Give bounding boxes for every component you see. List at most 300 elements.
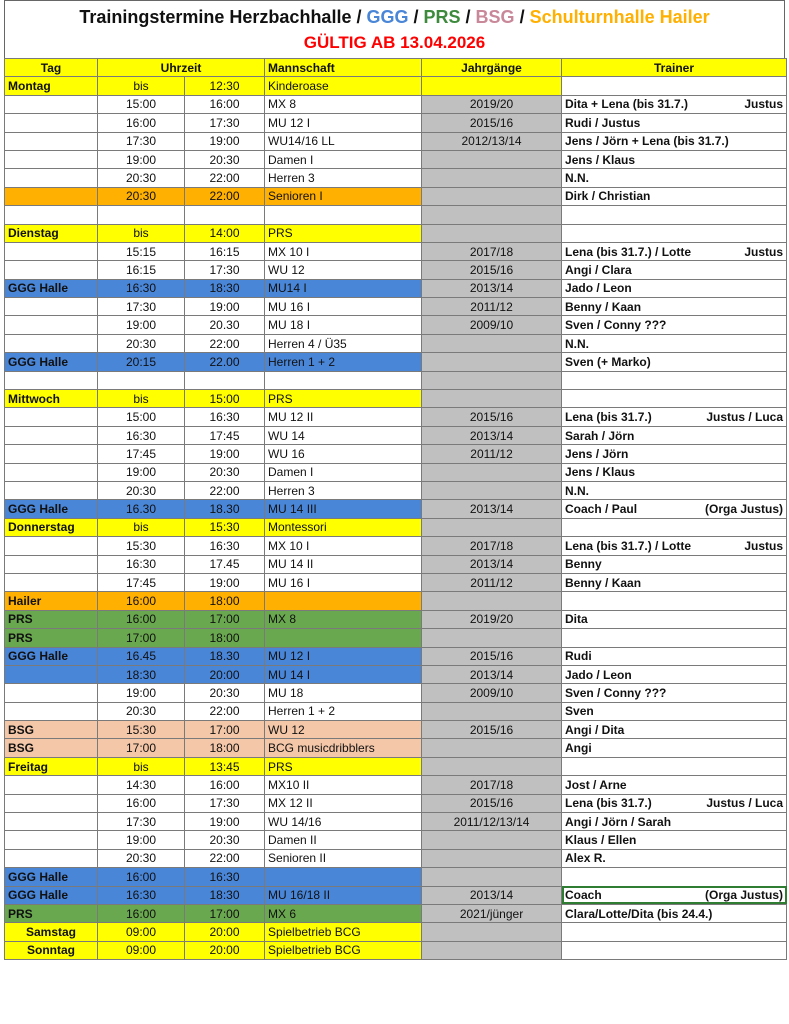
cell-day[interactable]: Samstag <box>5 923 98 941</box>
cell-team[interactable]: MU 12 II <box>265 408 422 426</box>
cell-team[interactable] <box>265 592 422 610</box>
cell-time-to[interactable]: 17:00 <box>185 610 265 628</box>
cell-day[interactable] <box>5 813 98 831</box>
cell-trainer[interactable]: Sven / Conny ??? <box>562 316 787 334</box>
cell-team[interactable]: MU 14 II <box>265 555 422 573</box>
cell-trainer[interactable]: Benny / Kaan <box>562 573 787 591</box>
cell-trainer[interactable]: Angi / Jörn / Sarah <box>562 813 787 831</box>
cell-team[interactable]: MU 12 I <box>265 647 422 665</box>
cell-trainer[interactable] <box>562 500 787 518</box>
cell-team[interactable] <box>265 371 422 389</box>
cell-team[interactable]: WU 12 <box>265 261 422 279</box>
cell-time-to[interactable]: 17:30 <box>185 114 265 132</box>
cell-time-to[interactable]: 18:00 <box>185 592 265 610</box>
cell-time-from[interactable]: 20:30 <box>98 702 185 720</box>
cell-team[interactable]: Herren 3 <box>265 169 422 187</box>
cell-trainer[interactable]: Rudi <box>562 647 787 665</box>
cell-trainer[interactable]: Jens / Jörn <box>562 445 787 463</box>
cell-year[interactable]: 2009/10 <box>422 684 562 702</box>
cell-trainer[interactable] <box>562 537 787 555</box>
cell-year[interactable] <box>422 629 562 647</box>
cell-time-to[interactable]: 17:00 <box>185 721 265 739</box>
cell-trainer[interactable] <box>562 941 787 959</box>
cell-trainer[interactable]: Clara/Lotte/Dita (bis 24.4.) <box>562 904 787 922</box>
cell-year[interactable] <box>422 702 562 720</box>
cell-year[interactable]: 2012/13/14 <box>422 132 562 150</box>
cell-team[interactable]: Spielbetrieb BCG <box>265 923 422 941</box>
cell-year[interactable]: 2015/16 <box>422 408 562 426</box>
cell-team[interactable] <box>265 629 422 647</box>
cell-year[interactable] <box>422 868 562 886</box>
cell-year[interactable] <box>422 169 562 187</box>
cell-year[interactable] <box>422 371 562 389</box>
cell-time-from[interactable]: 16:30 <box>98 279 185 297</box>
cell-time-from[interactable]: 19:00 <box>98 463 185 481</box>
cell-time-to[interactable]: 12:30 <box>185 77 265 95</box>
cell-time-to[interactable]: 20:00 <box>185 941 265 959</box>
cell-time-from[interactable]: 17:45 <box>98 445 185 463</box>
cell-trainer[interactable] <box>562 95 787 113</box>
cell-day[interactable] <box>5 242 98 260</box>
cell-day[interactable]: GGG Halle <box>5 353 98 371</box>
cell-time-from[interactable]: 15:30 <box>98 721 185 739</box>
cell-trainer[interactable]: Sven / Conny ??? <box>562 684 787 702</box>
cell-year[interactable] <box>422 481 562 499</box>
cell-team[interactable]: Spielbetrieb BCG <box>265 941 422 959</box>
cell-team[interactable]: WU 14 <box>265 426 422 444</box>
cell-time-to[interactable]: 22:00 <box>185 169 265 187</box>
cell-year[interactable] <box>422 941 562 959</box>
cell-day[interactable] <box>5 831 98 849</box>
cell-year[interactable]: 2011/12/13/14 <box>422 813 562 831</box>
cell-team[interactable]: WU 16 <box>265 445 422 463</box>
cell-year[interactable]: 2013/14 <box>422 500 562 518</box>
cell-trainer[interactable] <box>562 371 787 389</box>
cell-time-to[interactable]: 20:30 <box>185 463 265 481</box>
cell-day[interactable] <box>5 95 98 113</box>
cell-day[interactable] <box>5 555 98 573</box>
cell-day[interactable] <box>5 187 98 205</box>
cell-day[interactable] <box>5 371 98 389</box>
cell-trainer[interactable]: Angi / Clara <box>562 261 787 279</box>
cell-year[interactable] <box>422 334 562 352</box>
cell-year[interactable] <box>422 757 562 775</box>
cell-day[interactable] <box>5 298 98 316</box>
cell-time-from[interactable]: bis <box>98 77 185 95</box>
cell-team[interactable]: Herren 1 + 2 <box>265 353 422 371</box>
cell-team[interactable]: MU 14 I <box>265 665 422 683</box>
cell-trainer[interactable]: N.N. <box>562 169 787 187</box>
cell-trainer[interactable]: Jens / Jörn + Lena (bis 31.7.) <box>562 132 787 150</box>
cell-time-from[interactable]: bis <box>98 757 185 775</box>
cell-time-to[interactable]: 20:30 <box>185 684 265 702</box>
cell-time-to[interactable] <box>185 206 265 224</box>
cell-trainer[interactable]: N.N. <box>562 481 787 499</box>
cell-year[interactable]: 2013/14 <box>422 665 562 683</box>
cell-time-to[interactable] <box>185 371 265 389</box>
cell-trainer[interactable]: Jens / Klaus <box>562 150 787 168</box>
cell-time-from[interactable]: 16:00 <box>98 868 185 886</box>
cell-year[interactable]: 2013/14 <box>422 555 562 573</box>
cell-day[interactable]: GGG Halle <box>5 279 98 297</box>
cell-time-from[interactable]: 19:00 <box>98 150 185 168</box>
cell-day[interactable]: GGG Halle <box>5 886 98 904</box>
cell-day[interactable] <box>5 665 98 683</box>
cell-team[interactable]: MU 16 I <box>265 573 422 591</box>
cell-team[interactable]: WU14/16 LL <box>265 132 422 150</box>
cell-time-to[interactable]: 20.30 <box>185 316 265 334</box>
cell-time-to[interactable]: 17.45 <box>185 555 265 573</box>
cell-trainer[interactable] <box>562 390 787 408</box>
cell-time-from[interactable]: 15:30 <box>98 537 185 555</box>
table-row <box>5 261 787 279</box>
cell-time-from[interactable]: 16:15 <box>98 261 185 279</box>
cell-team[interactable]: Damen II <box>265 831 422 849</box>
cell-team[interactable]: Herren 4 / Ü35 <box>265 334 422 352</box>
cell-year[interactable] <box>422 390 562 408</box>
cell-team[interactable]: Kinderoase <box>265 77 422 95</box>
cell-trainer[interactable] <box>562 886 787 904</box>
cell-time-from[interactable]: 16:30 <box>98 555 185 573</box>
cell-team[interactable]: WU 14/16 <box>265 813 422 831</box>
cell-day[interactable]: PRS <box>5 629 98 647</box>
cell-trainer[interactable] <box>562 592 787 610</box>
cell-time-to[interactable]: 16:00 <box>185 776 265 794</box>
cell-team[interactable]: MX 12 II <box>265 794 422 812</box>
cell-trainer[interactable]: Jens / Klaus <box>562 463 787 481</box>
cell-year[interactable]: 2015/16 <box>422 261 562 279</box>
cell-time-to[interactable]: 16:15 <box>185 242 265 260</box>
cell-year[interactable]: 2015/16 <box>422 114 562 132</box>
cell-time-from[interactable]: 16:00 <box>98 794 185 812</box>
cell-team[interactable]: MU 18 I <box>265 316 422 334</box>
cell-day[interactable]: GGG Halle <box>5 500 98 518</box>
cell-day[interactable] <box>5 408 98 426</box>
cell-time-to[interactable]: 15:30 <box>185 518 265 536</box>
cell-trainer[interactable] <box>562 206 787 224</box>
cell-team[interactable] <box>265 868 422 886</box>
header-jahrgaenge[interactable]: Jahrgänge <box>422 59 562 77</box>
cell-time-to[interactable]: 16:30 <box>185 868 265 886</box>
cell-trainer[interactable]: Rudi / Justus <box>562 114 787 132</box>
cell-year[interactable] <box>422 831 562 849</box>
cell-time-from[interactable]: bis <box>98 518 185 536</box>
cell-time-from[interactable]: 16:00 <box>98 114 185 132</box>
cell-time-from[interactable]: 20:30 <box>98 187 185 205</box>
cell-day[interactable] <box>5 206 98 224</box>
cell-day[interactable]: BSG <box>5 721 98 739</box>
cell-time-to[interactable]: 16:30 <box>185 408 265 426</box>
cell-trainer[interactable]: Angi / Dita <box>562 721 787 739</box>
header-tag[interactable]: Tag <box>5 59 98 77</box>
cell-year[interactable] <box>422 224 562 242</box>
cell-team[interactable]: MX 10 I <box>265 537 422 555</box>
cell-time-from[interactable]: 14:30 <box>98 776 185 794</box>
cell-time-to[interactable]: 22:00 <box>185 481 265 499</box>
cell-time-from[interactable]: 15:00 <box>98 408 185 426</box>
cell-trainer[interactable]: Dita <box>562 610 787 628</box>
cell-trainer[interactable] <box>562 408 787 426</box>
cell-team[interactable]: BCG musicdribblers <box>265 739 422 757</box>
cell-time-to[interactable]: 20:30 <box>185 150 265 168</box>
cell-year[interactable]: 2011/12 <box>422 573 562 591</box>
cell-day[interactable] <box>5 463 98 481</box>
cell-time-from[interactable]: 09:00 <box>98 923 185 941</box>
cell-day[interactable]: GGG Halle <box>5 647 98 665</box>
cell-day[interactable] <box>5 150 98 168</box>
cell-trainer[interactable]: Jado / Leon <box>562 279 787 297</box>
cell-year[interactable] <box>422 353 562 371</box>
cell-day[interactable]: GGG Halle <box>5 868 98 886</box>
cell-time-to[interactable]: 16:30 <box>185 537 265 555</box>
cell-trainer[interactable] <box>562 868 787 886</box>
cell-time-to[interactable]: 17:45 <box>185 426 265 444</box>
cell-time-to[interactable]: 18:00 <box>185 629 265 647</box>
title-separator: / <box>351 7 367 27</box>
cell-day[interactable]: BSG <box>5 739 98 757</box>
cell-time-to[interactable]: 18:00 <box>185 739 265 757</box>
header-mannschaft[interactable]: Mannschaft <box>265 59 422 77</box>
cell-time-to[interactable]: 17:30 <box>185 261 265 279</box>
cell-year[interactable]: 2015/16 <box>422 721 562 739</box>
cell-day[interactable] <box>5 132 98 150</box>
cell-year[interactable] <box>422 923 562 941</box>
cell-day[interactable]: Montag <box>5 77 98 95</box>
cell-day[interactable] <box>5 702 98 720</box>
cell-day[interactable] <box>5 794 98 812</box>
table-row <box>5 426 787 444</box>
cell-trainer[interactable]: Dirk / Christian <box>562 187 787 205</box>
cell-team[interactable]: MX 6 <box>265 904 422 922</box>
cell-year[interactable]: 2013/14 <box>422 279 562 297</box>
cell-trainer[interactable] <box>562 629 787 647</box>
cell-day[interactable] <box>5 114 98 132</box>
cell-year[interactable] <box>422 187 562 205</box>
header-trainer[interactable]: Trainer <box>562 59 787 77</box>
cell-time-from[interactable]: bis <box>98 224 185 242</box>
cell-team[interactable]: Montessori <box>265 518 422 536</box>
cell-time-to[interactable]: 20:00 <box>185 665 265 683</box>
cell-team[interactable]: MU 12 I <box>265 114 422 132</box>
cell-trainer[interactable]: Jost / Arne <box>562 776 787 794</box>
cell-time-from[interactable]: 20:30 <box>98 849 185 867</box>
cell-trainer[interactable]: Angi <box>562 739 787 757</box>
cell-trainer[interactable]: Sarah / Jörn <box>562 426 787 444</box>
cell-time-to[interactable]: 15:00 <box>185 390 265 408</box>
cell-team[interactable]: Damen I <box>265 463 422 481</box>
cell-time-from[interactable]: 18:30 <box>98 665 185 683</box>
cell-year[interactable]: 2015/16 <box>422 794 562 812</box>
cell-year[interactable] <box>422 518 562 536</box>
cell-time-to[interactable]: 18.30 <box>185 500 265 518</box>
cell-year[interactable]: 2013/14 <box>422 426 562 444</box>
cell-year[interactable] <box>422 592 562 610</box>
cell-time-from[interactable]: 17:00 <box>98 739 185 757</box>
cell-team[interactable]: Damen I <box>265 150 422 168</box>
cell-time-to[interactable]: 18:30 <box>185 279 265 297</box>
cell-year[interactable] <box>422 150 562 168</box>
cell-team[interactable]: PRS <box>265 390 422 408</box>
cell-day[interactable]: PRS <box>5 904 98 922</box>
cell-team[interactable]: Senioren I <box>265 187 422 205</box>
cell-team[interactable]: MU 18 <box>265 684 422 702</box>
cell-day[interactable] <box>5 481 98 499</box>
cell-trainer[interactable] <box>562 518 787 536</box>
cell-day[interactable]: Donnerstag <box>5 518 98 536</box>
cell-time-to[interactable]: 17:30 <box>185 794 265 812</box>
cell-time-from[interactable]: 16:00 <box>98 904 185 922</box>
cell-time-from[interactable]: 16.30 <box>98 500 185 518</box>
cell-day[interactable] <box>5 316 98 334</box>
cell-trainer[interactable]: Klaus / Ellen <box>562 831 787 849</box>
cell-time-from[interactable]: 16:00 <box>98 592 185 610</box>
cell-time-to[interactable]: 22.00 <box>185 353 265 371</box>
cell-year[interactable]: 2017/18 <box>422 242 562 260</box>
cell-time-to[interactable]: 19:00 <box>185 445 265 463</box>
cell-trainer[interactable] <box>562 757 787 775</box>
cell-year[interactable]: 2009/10 <box>422 316 562 334</box>
cell-trainer[interactable]: N.N. <box>562 334 787 352</box>
cell-time-from[interactable]: 15:00 <box>98 95 185 113</box>
cell-time-to[interactable]: 16:00 <box>185 95 265 113</box>
cell-day[interactable] <box>5 537 98 555</box>
cell-day[interactable] <box>5 261 98 279</box>
title-area <box>4 0 785 58</box>
header-uhrzeit[interactable]: Uhrzeit <box>98 59 265 77</box>
cell-time-from[interactable]: 19:00 <box>98 684 185 702</box>
cell-time-from[interactable]: 17:00 <box>98 629 185 647</box>
cell-trainer[interactable]: Benny <box>562 555 787 573</box>
cell-time-from[interactable]: 15:15 <box>98 242 185 260</box>
cell-time-to[interactable]: 19:00 <box>185 132 265 150</box>
cell-time-from[interactable] <box>98 206 185 224</box>
cell-team[interactable] <box>265 206 422 224</box>
header-row <box>5 59 787 77</box>
cell-time-to[interactable]: 19:00 <box>185 573 265 591</box>
cell-day[interactable]: Freitag <box>5 757 98 775</box>
cell-year[interactable]: 2011/12 <box>422 445 562 463</box>
cell-time-from[interactable]: 19:00 <box>98 831 185 849</box>
cell-time-from[interactable]: 09:00 <box>98 941 185 959</box>
cell-day[interactable] <box>5 573 98 591</box>
cell-trainer[interactable]: Benny / Kaan <box>562 298 787 316</box>
cell-day[interactable] <box>5 776 98 794</box>
cell-team[interactable]: PRS <box>265 224 422 242</box>
cell-year[interactable]: 2019/20 <box>422 95 562 113</box>
cell-time-to[interactable]: 19:00 <box>185 298 265 316</box>
cell-year[interactable]: 2021/jünger <box>422 904 562 922</box>
cell-team[interactable]: Herren 3 <box>265 481 422 499</box>
cell-trainer[interactable] <box>562 77 787 95</box>
cell-time-from[interactable]: 20:30 <box>98 481 185 499</box>
cell-team[interactable]: MX10 II <box>265 776 422 794</box>
cell-day[interactable]: Hailer <box>5 592 98 610</box>
cell-day[interactable]: Mittwoch <box>5 390 98 408</box>
cell-team[interactable]: Herren 1 + 2 <box>265 702 422 720</box>
cell-team[interactable]: PRS <box>265 757 422 775</box>
cell-team[interactable]: MX 10 I <box>265 242 422 260</box>
cell-time-from[interactable]: 16:30 <box>98 426 185 444</box>
cell-trainer[interactable] <box>562 923 787 941</box>
cell-year[interactable]: 2011/12 <box>422 298 562 316</box>
cell-year[interactable] <box>422 739 562 757</box>
cell-time-from[interactable]: 17:45 <box>98 573 185 591</box>
cell-time-from[interactable]: 20:30 <box>98 334 185 352</box>
cell-time-to[interactable]: 22:00 <box>185 187 265 205</box>
cell-time-to[interactable]: 22:00 <box>185 334 265 352</box>
cell-trainer[interactable]: Jado / Leon <box>562 665 787 683</box>
cell-day[interactable]: PRS <box>5 610 98 628</box>
cell-year[interactable]: 2017/18 <box>422 537 562 555</box>
cell-time-to[interactable]: 18.30 <box>185 647 265 665</box>
cell-team[interactable]: MX 8 <box>265 610 422 628</box>
cell-team[interactable]: MU 16/18 II <box>265 886 422 904</box>
cell-team[interactable]: WU 12 <box>265 721 422 739</box>
cell-time-from[interactable]: 20:30 <box>98 169 185 187</box>
cell-time-to[interactable]: 19:00 <box>185 813 265 831</box>
cell-day[interactable] <box>5 169 98 187</box>
cell-time-from[interactable]: 17:30 <box>98 298 185 316</box>
cell-time-to[interactable]: 14:00 <box>185 224 265 242</box>
cell-time-from[interactable] <box>98 371 185 389</box>
table-row <box>5 169 787 187</box>
cell-year[interactable] <box>422 206 562 224</box>
cell-time-from[interactable]: 17:30 <box>98 813 185 831</box>
cell-time-to[interactable]: 13:45 <box>185 757 265 775</box>
cell-year[interactable] <box>422 77 562 95</box>
cell-trainer[interactable]: Sven (+ Marko) <box>562 353 787 371</box>
cell-year[interactable]: 2015/16 <box>422 647 562 665</box>
cell-day[interactable] <box>5 445 98 463</box>
cell-day[interactable] <box>5 684 98 702</box>
cell-time-from[interactable]: 17:30 <box>98 132 185 150</box>
cell-time-from[interactable]: 16.45 <box>98 647 185 665</box>
cell-year[interactable] <box>422 849 562 867</box>
cell-year[interactable] <box>422 463 562 481</box>
cell-year[interactable]: 2019/20 <box>422 610 562 628</box>
cell-time-to[interactable]: 22:00 <box>185 702 265 720</box>
cell-trainer[interactable]: Sven <box>562 702 787 720</box>
cell-day[interactable]: Sonntag <box>5 941 98 959</box>
cell-time-to[interactable]: 22:00 <box>185 849 265 867</box>
cell-time-from[interactable]: 20:15 <box>98 353 185 371</box>
cell-trainer[interactable] <box>562 242 787 260</box>
cell-time-to[interactable]: 20:30 <box>185 831 265 849</box>
cell-team[interactable]: MX 8 <box>265 95 422 113</box>
cell-day[interactable]: Dienstag <box>5 224 98 242</box>
cell-trainer[interactable] <box>562 224 787 242</box>
cell-time-from[interactable]: 19:00 <box>98 316 185 334</box>
title-prefix: Trainingstermine Herzbachhalle <box>79 7 352 27</box>
cell-trainer[interactable] <box>562 794 787 812</box>
cell-time-to[interactable]: 20:00 <box>185 923 265 941</box>
cell-time-from[interactable]: bis <box>98 390 185 408</box>
cell-time-from[interactable]: 16:30 <box>98 886 185 904</box>
cell-time-to[interactable]: 18:30 <box>185 886 265 904</box>
cell-year[interactable]: 2017/18 <box>422 776 562 794</box>
cell-time-from[interactable]: 16:00 <box>98 610 185 628</box>
cell-year[interactable]: 2013/14 <box>422 886 562 904</box>
cell-team[interactable]: Senioren II <box>265 849 422 867</box>
cell-trainer[interactable]: Alex R. <box>562 849 787 867</box>
cell-time-to[interactable]: 17:00 <box>185 904 265 922</box>
cell-team[interactable]: MU14 I <box>265 279 422 297</box>
cell-team[interactable]: MU 16 I <box>265 298 422 316</box>
cell-day[interactable] <box>5 426 98 444</box>
cell-day[interactable] <box>5 849 98 867</box>
cell-day[interactable] <box>5 334 98 352</box>
cell-team[interactable]: MU 14 III <box>265 500 422 518</box>
